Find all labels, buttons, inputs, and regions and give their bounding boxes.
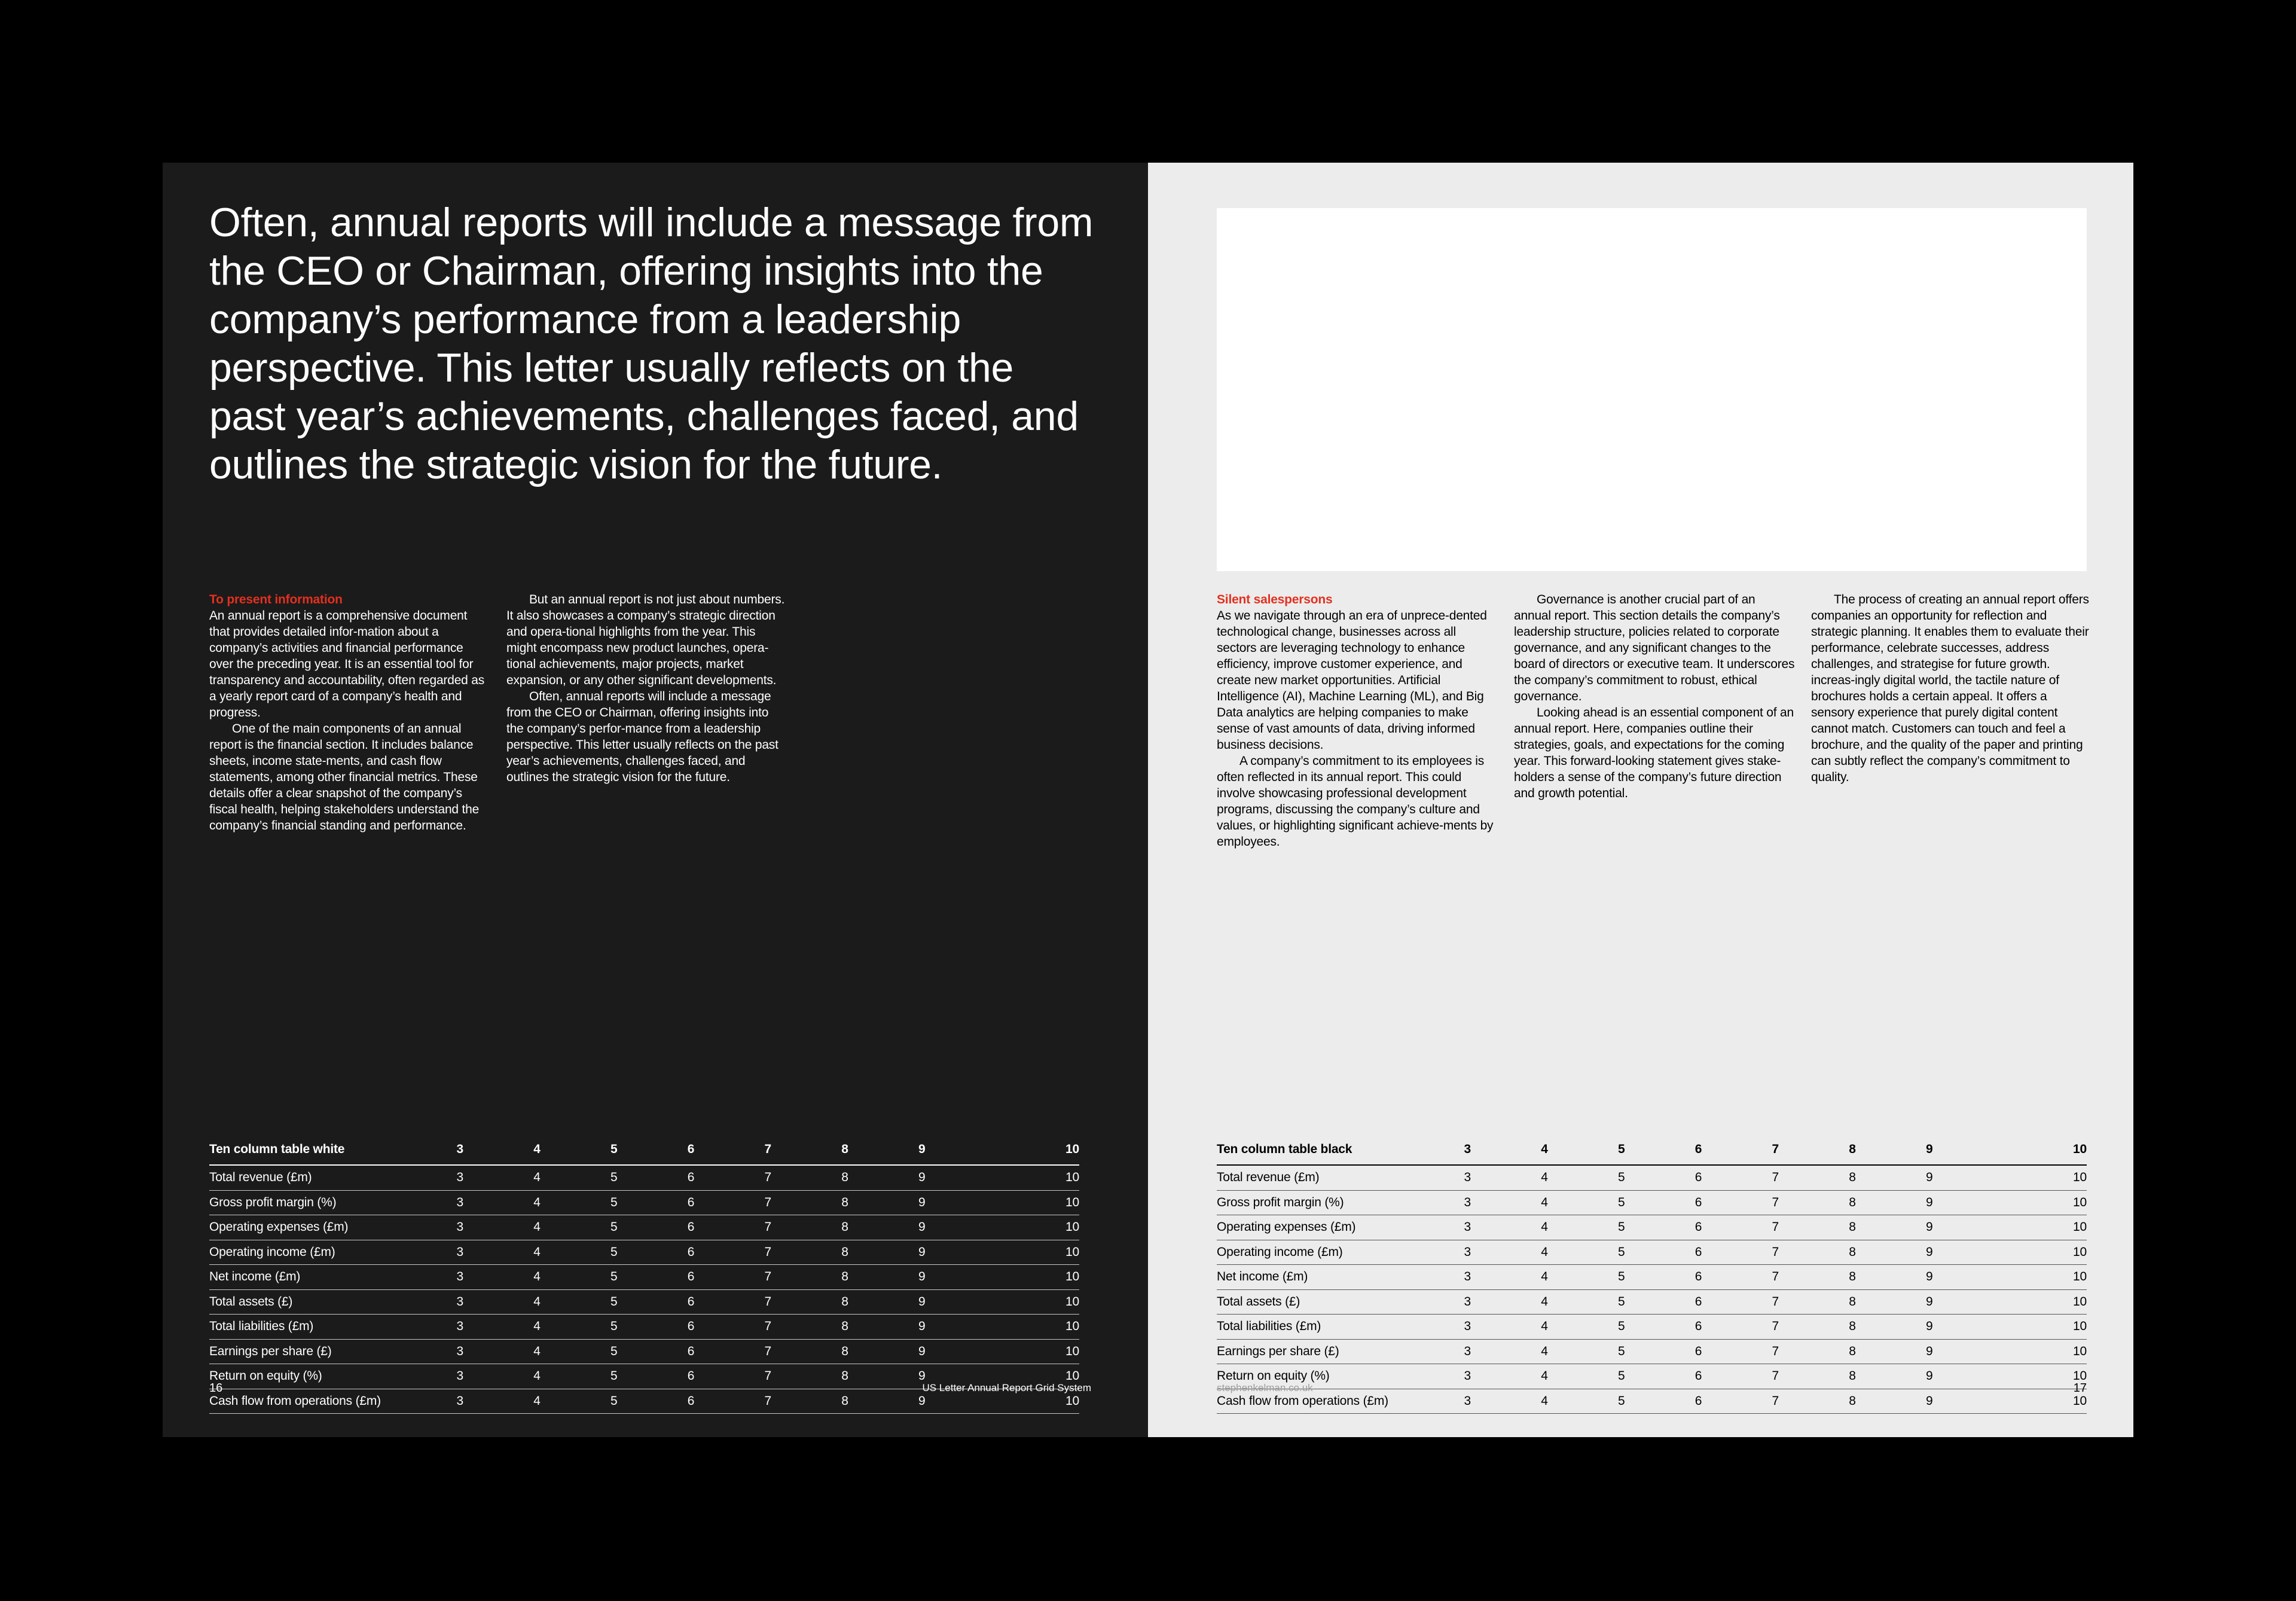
table-cell: 9: [918, 1245, 926, 1259]
table-cell: 7: [764, 1220, 771, 1234]
table-cell: 9: [918, 1270, 926, 1284]
row-label: Net income (£m): [209, 1270, 301, 1284]
table-cell: 7: [1772, 1220, 1779, 1234]
table-cell: 10: [1065, 1270, 1079, 1284]
table-cell: 3: [1464, 1319, 1471, 1334]
table-cell: 10: [1065, 1369, 1079, 1383]
column-header: 4: [1541, 1142, 1548, 1156]
row-label: Operating expenses (£m): [1217, 1220, 1356, 1234]
table-cell: 5: [1618, 1170, 1625, 1185]
table-cell: 8: [841, 1319, 848, 1334]
table-cell: 10: [2073, 1195, 2087, 1209]
table-title: Ten column table white: [209, 1142, 345, 1156]
left-page: [163, 163, 1148, 1437]
paragraph: Governance is another crucial part of an annual report. This section details the company’s leadership structure, policies related to corporate governance, and any significant changes to the board of directors or executive team. It underscores the company’s commitment to robust, ethical governance.: [1514, 593, 1795, 703]
table-cell: 4: [1541, 1319, 1548, 1334]
table-cell: 6: [687, 1195, 695, 1209]
table-cell: 6: [687, 1344, 695, 1358]
image-placeholder: [1217, 208, 2087, 571]
table-cell: 10: [2073, 1270, 2087, 1284]
table-cell: 7: [1772, 1170, 1779, 1185]
table-cell: 3: [456, 1220, 463, 1234]
left-column-1: [209, 591, 490, 834]
table-cell: 6: [1694, 1245, 1702, 1259]
table-row: [1217, 1389, 2087, 1414]
table-cell: 6: [687, 1294, 695, 1309]
table-cell: 4: [1541, 1294, 1548, 1309]
website-link[interactable]: stephenkelman.co.uk: [1217, 1382, 1313, 1393]
table-cell: 6: [1694, 1170, 1702, 1185]
row-label: Total assets (£): [1217, 1294, 1300, 1309]
table-cell: 10: [2073, 1170, 2087, 1185]
table-cell: 10: [2073, 1245, 2087, 1259]
table-cell: 3: [1464, 1393, 1471, 1408]
table-cell: 10: [1065, 1220, 1079, 1234]
table-cell: 7: [764, 1369, 771, 1383]
table-cell: 5: [610, 1294, 618, 1309]
table-header-row: [209, 1135, 1079, 1165]
footer-title: US Letter Annual Report Grid System: [922, 1382, 1091, 1393]
table-cell: 5: [610, 1245, 618, 1259]
table-cell: 9: [1926, 1220, 1933, 1234]
table-row: [1217, 1339, 2087, 1364]
table-row: [209, 1190, 1079, 1215]
table-cell: 9: [1926, 1369, 1933, 1383]
table-row: [1217, 1265, 2087, 1290]
table-cell: 4: [1541, 1393, 1548, 1408]
row-label: Total revenue (£m): [1217, 1170, 1320, 1185]
table-cell: 8: [1849, 1369, 1856, 1383]
table-cell: 7: [1772, 1245, 1779, 1259]
table-cell: 4: [1541, 1344, 1548, 1358]
table-cell: 9: [918, 1344, 926, 1358]
financial-table-white: [209, 1135, 1079, 1414]
row-label: Return on equity (%): [209, 1369, 322, 1383]
table-cell: 6: [687, 1319, 695, 1334]
table-cell: 3: [456, 1195, 463, 1209]
table-row: [1217, 1289, 2087, 1315]
table-cell: 9: [1926, 1245, 1933, 1259]
right-column-3: [1811, 591, 2092, 785]
row-label: Total assets (£): [209, 1294, 293, 1309]
table-cell: 6: [1694, 1369, 1702, 1383]
page-number: 17: [2073, 1382, 2087, 1395]
paragraph: But an annual report is not just about numbers. It also showcases a company’s strategic direction and opera-tional highlights from the year. This might encompass new product launches, opera-tional achievements, major projects, market expansion, or any other significant developments.: [506, 593, 785, 687]
row-label: Gross profit margin (%): [209, 1195, 337, 1209]
table-cell: 8: [1849, 1170, 1856, 1185]
table-cell: 9: [1926, 1195, 1933, 1209]
table-title: Ten column table black: [1217, 1142, 1352, 1156]
table-cell: 7: [1772, 1344, 1779, 1358]
table-cell: 6: [687, 1393, 695, 1408]
table-cell: 8: [841, 1369, 848, 1383]
table-cell: 4: [533, 1220, 541, 1234]
paragraph: Looking ahead is an essential component of an annual report. Here, companies outline their strategies, goals, and expectations for the coming year. This forward-looking statement gives stake-holders a sense of the company’s future direction and growth potential.: [1514, 706, 1794, 800]
table-cell: 4: [1541, 1195, 1548, 1209]
table-cell: 8: [841, 1170, 848, 1185]
table-cell: 10: [1065, 1393, 1079, 1408]
table-cell: 3: [456, 1319, 463, 1334]
table-row: [1217, 1165, 2087, 1190]
table-cell: 7: [764, 1270, 771, 1284]
table-cell: 3: [1464, 1245, 1471, 1259]
table-cell: 6: [1694, 1393, 1702, 1408]
table-header-row: [1217, 1135, 2087, 1165]
column-header: 10: [2073, 1142, 2087, 1156]
table-cell: 7: [1772, 1195, 1779, 1209]
column-header: 5: [610, 1142, 618, 1156]
table-cell: 8: [1849, 1195, 1856, 1209]
table-cell: 6: [1694, 1344, 1702, 1358]
table-cell: 10: [1065, 1294, 1079, 1309]
row-label: Operating income (£m): [209, 1245, 335, 1259]
table-cell: 10: [1065, 1319, 1079, 1334]
row-label: Earnings per share (£): [1217, 1344, 1339, 1358]
table-cell: 4: [533, 1270, 541, 1284]
row-label: Total revenue (£m): [209, 1170, 312, 1185]
row-label: Total liabilities (£m): [1217, 1319, 1321, 1334]
table-cell: 5: [1618, 1294, 1625, 1309]
table-cell: 4: [1541, 1170, 1548, 1185]
table-cell: 8: [841, 1195, 848, 1209]
column-header: 10: [1065, 1142, 1079, 1156]
table-row: [209, 1240, 1079, 1265]
table-cell: 7: [764, 1294, 771, 1309]
column-header: 7: [1772, 1142, 1779, 1156]
table-cell: 9: [1926, 1393, 1933, 1408]
table-cell: 3: [456, 1245, 463, 1259]
table-row: [209, 1289, 1079, 1315]
table-cell: 9: [1926, 1344, 1933, 1358]
table-cell: 3: [1464, 1344, 1471, 1358]
table-cell: 9: [918, 1170, 926, 1185]
column-header: 3: [456, 1142, 463, 1156]
table-cell: 4: [533, 1369, 541, 1383]
table-cell: 8: [841, 1245, 848, 1259]
table-cell: 8: [1849, 1393, 1856, 1408]
table-row: [1217, 1190, 2087, 1215]
table-cell: 5: [610, 1170, 618, 1185]
table-cell: 7: [764, 1170, 771, 1185]
financial-table-black: [1217, 1135, 2087, 1414]
table-cell: 9: [1926, 1170, 1933, 1185]
table-cell: 10: [2073, 1344, 2087, 1358]
right-column-2: [1514, 591, 1795, 801]
paragraph: The process of creating an annual report offers companies an opportunity for reflection and strategic planning. It enables them to evaluate their performance, celebrate successes, address challenges, and strategise for future growth. increas-ingly digital world, the tactile nature of brochures holds a certain appeal. It offers a sensory experience that purely digital content cannot match. Customers can touch and feel a brochure, and the quality of the paper and printing can subtly reflect the company’s commitment to quality.: [1811, 593, 2089, 784]
table-cell: 7: [764, 1393, 771, 1408]
table-cell: 3: [1464, 1294, 1471, 1309]
table-cell: 4: [533, 1294, 541, 1309]
table-cell: 10: [2073, 1393, 2087, 1408]
table-cell: 6: [687, 1170, 695, 1185]
table-cell: 5: [610, 1319, 618, 1334]
table-cell: 8: [1849, 1319, 1856, 1334]
table-row: [209, 1315, 1079, 1340]
table-cell: 9: [918, 1319, 926, 1334]
table-cell: 10: [2073, 1369, 2087, 1383]
table-row: [1217, 1315, 2087, 1340]
table-cell: 7: [1772, 1270, 1779, 1284]
table-cell: 4: [533, 1195, 541, 1209]
table-cell: 8: [841, 1344, 848, 1358]
paragraph: A company’s commitment to its employees is often reflected in its annual report. This could involve showcasing professional development programs, discussing the company’s culture and values, or highlighting significant achieve-ments by employees.: [1217, 754, 1494, 849]
table-cell: 5: [610, 1393, 618, 1408]
table-cell: 6: [1694, 1319, 1702, 1334]
table-cell: 3: [456, 1369, 463, 1383]
table-cell: 6: [1694, 1195, 1702, 1209]
table-cell: 10: [2073, 1220, 2087, 1234]
table-cell: 8: [841, 1270, 848, 1284]
table-cell: 8: [1849, 1245, 1856, 1259]
table-cell: 4: [533, 1245, 541, 1259]
row-label: Operating income (£m): [1217, 1245, 1343, 1259]
table-cell: 8: [1849, 1270, 1856, 1284]
table-cell: 4: [1541, 1369, 1548, 1383]
column-header: 8: [841, 1142, 848, 1156]
table-cell: 9: [918, 1220, 926, 1234]
table-cell: 5: [610, 1270, 618, 1284]
table-cell: 8: [841, 1393, 848, 1408]
table-row: [1217, 1364, 2087, 1389]
column-header: 9: [1926, 1142, 1933, 1156]
table-cell: 5: [1618, 1270, 1625, 1284]
table-cell: 6: [687, 1369, 695, 1383]
table-cell: 3: [456, 1270, 463, 1284]
table-cell: 6: [1694, 1270, 1702, 1284]
table-cell: 9: [1926, 1319, 1933, 1334]
table-cell: 4: [533, 1393, 541, 1408]
table-cell: 7: [1772, 1294, 1779, 1309]
table-cell: 9: [918, 1195, 926, 1209]
table-cell: 3: [456, 1393, 463, 1408]
table-cell: 5: [1618, 1344, 1625, 1358]
row-label: Cash flow from operations (£m): [209, 1393, 381, 1408]
table-cell: 10: [1065, 1344, 1079, 1358]
table-cell: 3: [1464, 1369, 1471, 1383]
table-cell: 6: [687, 1220, 695, 1234]
table-cell: 5: [610, 1195, 618, 1209]
table-cell: 10: [1065, 1245, 1079, 1259]
table-cell: 9: [1926, 1270, 1933, 1284]
table-cell: 10: [1065, 1170, 1079, 1185]
table-cell: 8: [1849, 1220, 1856, 1234]
column-header: 5: [1618, 1142, 1625, 1156]
table-cell: 4: [533, 1344, 541, 1358]
row-label: Gross profit margin (%): [1217, 1195, 1344, 1209]
paragraph: As we navigate through an era of unprece-dented technological change, businesses across all sectors are leveraging technology to enhance efficiency, improve customer experience, and create new market opportunities. Artificial Intelligence (AI), Machine Learning (ML), and Big Data analytics are helping companies to make sense of vast amounts of data, driving informed business decisions.: [1217, 609, 1487, 752]
subhead: Silent salespersons: [1217, 593, 1333, 606]
table-cell: 6: [1694, 1294, 1702, 1309]
table-cell: 5: [1618, 1369, 1625, 1383]
table-cell: 8: [1849, 1344, 1856, 1358]
table-row: [1217, 1240, 2087, 1265]
table-cell: 4: [1541, 1270, 1548, 1284]
table-cell: 3: [1464, 1170, 1471, 1185]
column-header: 4: [533, 1142, 541, 1156]
paragraph: Often, annual reports will include a message from the CEO or Chairman, offering insights into the company’s perfor-mance from a leadership perspective. This letter usually reflects on the past year’s achievements, challenges faced, and outlines the strategic vision for the future.: [506, 690, 778, 784]
row-label: Operating expenses (£m): [209, 1220, 349, 1234]
column-header: 6: [687, 1142, 695, 1156]
subhead: To present information: [209, 593, 343, 606]
table-cell: 4: [1541, 1220, 1548, 1234]
table-row: [209, 1339, 1079, 1364]
table-cell: 7: [764, 1245, 771, 1259]
table-cell: 7: [1772, 1393, 1779, 1408]
table-cell: 3: [1464, 1270, 1471, 1284]
table-cell: 10: [1065, 1195, 1079, 1209]
paragraph: One of the main components of an annual report is the financial section. It includes balance sheets, income state-ments, and cash flow statements, among other financial metrics. These details offer a clear snapshot of the company’s fiscal health, helping stakeholders understand the company’s financial standing and performance.: [209, 722, 480, 832]
column-header: 8: [1849, 1142, 1856, 1156]
row-label: Cash flow from operations (£m): [1217, 1393, 1388, 1408]
table-cell: 10: [2073, 1319, 2087, 1334]
table-cell: 9: [918, 1393, 926, 1408]
table-row: [1217, 1215, 2087, 1240]
row-label: Earnings per share (£): [209, 1344, 332, 1358]
table-cell: 5: [610, 1344, 618, 1358]
table-cell: 3: [1464, 1195, 1471, 1209]
table-cell: 8: [841, 1294, 848, 1309]
right-column-1: [1217, 591, 1498, 850]
row-label: Return on equity (%): [1217, 1369, 1330, 1383]
table-cell: 5: [1618, 1220, 1625, 1234]
row-label: Total liabilities (£m): [209, 1319, 314, 1334]
table-cell: 4: [1541, 1245, 1548, 1259]
table-cell: 4: [533, 1319, 541, 1334]
headline: Often, annual reports will include a message from the CEO or Chairman, offering insights into the company’s performance from a leadership perspective. This letter usually reflects on the past year’s achievements, challenges faced, and outlines the strategic vision for the future.: [209, 200, 1094, 487]
table-cell: 5: [1618, 1319, 1625, 1334]
table-cell: 5: [610, 1369, 618, 1383]
table-cell: 7: [764, 1195, 771, 1209]
row-label: Net income (£m): [1217, 1270, 1308, 1284]
page-number: 16: [209, 1382, 223, 1395]
table-cell: 3: [1464, 1220, 1471, 1234]
table-cell: 9: [1926, 1294, 1933, 1309]
table-cell: 3: [456, 1170, 463, 1185]
table-cell: 9: [918, 1369, 926, 1383]
table-cell: 6: [687, 1270, 695, 1284]
table-row: [209, 1215, 1079, 1240]
column-header: 6: [1694, 1142, 1702, 1156]
table-cell: 3: [456, 1294, 463, 1309]
table-row: [209, 1165, 1079, 1190]
paragraph: An annual report is a comprehensive document that provides detailed infor-mation about a company’s activities and financial performance over the preceding year. It is an essential tool for transparency and accountability, often regarded as a yearly report card of a company’s health and progress.: [209, 609, 485, 719]
table-cell: 7: [1772, 1319, 1779, 1334]
table-cell: 5: [610, 1220, 618, 1234]
table-cell: 4: [533, 1170, 541, 1185]
table-cell: 9: [918, 1294, 926, 1309]
table-cell: 8: [1849, 1294, 1856, 1309]
table-cell: 10: [2073, 1294, 2087, 1309]
table-cell: 6: [1694, 1220, 1702, 1234]
table-cell: 5: [1618, 1245, 1625, 1259]
table-row: [209, 1265, 1079, 1290]
left-column-2: [506, 591, 787, 785]
table-cell: 6: [687, 1245, 695, 1259]
table-cell: 8: [841, 1220, 848, 1234]
column-header: 9: [918, 1142, 926, 1156]
right-page: [1148, 163, 2133, 1437]
column-header: 7: [764, 1142, 771, 1156]
table-cell: 3: [456, 1344, 463, 1358]
table-cell: 5: [1618, 1393, 1625, 1408]
table-cell: 7: [764, 1344, 771, 1358]
column-header: 3: [1464, 1142, 1471, 1156]
table-cell: 5: [1618, 1195, 1625, 1209]
table-cell: 7: [1772, 1369, 1779, 1383]
table-cell: 7: [764, 1319, 771, 1334]
